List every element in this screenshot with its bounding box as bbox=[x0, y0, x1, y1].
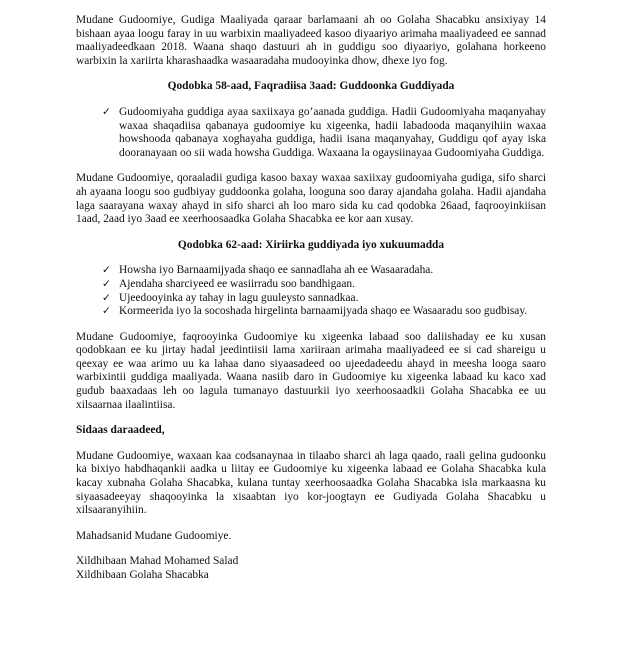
list-item bbox=[102, 292, 546, 306]
closing-line: Mahadsanid Mudane Gudoomiye. bbox=[76, 529, 232, 542]
list-item-text: Kormeerida iyo la socoshada hirgelinta barnaamijyada shaqo ee Wasaaradu soo gudbisay. bbox=[119, 305, 528, 318]
check-icon: ✓ bbox=[102, 264, 111, 277]
document-page bbox=[76, 14, 546, 583]
list-item bbox=[102, 278, 546, 292]
signature-name: Xildhibaan Mahad Mohamed Salad bbox=[76, 555, 239, 568]
paragraph-2: Mudane Gudoomiye, qoraaladii gudiga kasoo baxay waxaa saxiixay gudoomiyaha gudiga, sifo sharci ah ayaana loogu soo gudbiyay guddoonka golaha, looguna soo daray ajandaha golaha. Hadii ajandaha laga saarayana waxay ahayd in sifo sharci ah loo maro sida ku cad qodobka 26aad, faqrooyinkiisan 1aad, 2aad iyo 3aad ee xeerhoosaadka Golaha Shacabka ee kor aan xusay. bbox=[76, 172, 546, 226]
section-62-list bbox=[76, 264, 546, 318]
list-item bbox=[102, 106, 546, 160]
paragraph-3: Mudane Gudoomiye, faqrooyinka Gudoomiye ku xigeenka labaad soo daliishaday ee ku xusan qodobkaan ee ku jirtay hadal jeedintiisii lama xariiraan arimaha maaliyadeed ee si cad shareigu u qeexay ee waa arimo uu ka lahaa dano siyaasadeed oo ujeedadeedu ahayd in meesha looga saaro warbixintii guddiga maaliyada. Waana nasiib daro in Gudoomiye ku xigeenka labaad ku kaco xad gudub baaxadaas leh oo lagula tumanayo dastuurkii iyo xeerhoosaadkii Golaha Shacabka ee uu xilsaarnaa ilaalintiisa. bbox=[76, 330, 546, 411]
list-item-text: Ajendaha sharciyeed ee wasiirradu soo bandhigaan. bbox=[119, 277, 355, 290]
section-58-heading: Qodobka 58-aad, Faqradiisa 3aad: Guddoonka Guddiyada bbox=[167, 80, 455, 93]
list-item bbox=[102, 264, 546, 278]
check-icon: ✓ bbox=[102, 291, 111, 304]
check-icon: ✓ bbox=[102, 105, 111, 118]
signature-title: Xildhibaan Golaha Shacabka bbox=[76, 569, 209, 581]
section-62-heading: Qodobka 62-aad: Xiriirka guddiyada iyo xukuumadda bbox=[177, 238, 445, 251]
list-item-text: Ujeedooyinka ay tahay in lagu guuleysto sannadkaa. bbox=[119, 291, 359, 304]
intro-paragraph: Mudane Gudoomiye, Gudiga Maaliyada qaraar barlamaani ah oo Golaha Shacabku ansixiyay 14 bishaan ayaa loogu faray in uu warbixin maaliyadeed kasoo diyaariyo arimaha maaliyadeed ee sannad maaliyadeedkaan 2018. Waana shaqo dastuuri ah in guddigu soo diyaariyo, golahana horkeeno warbixin la xariirta kharashaadka wasaaradaha mudooyinka dhow, dhexe iyo fog. bbox=[76, 14, 546, 67]
section-58-list bbox=[76, 106, 546, 160]
check-icon: ✓ bbox=[102, 277, 111, 290]
check-icon: ✓ bbox=[102, 305, 111, 318]
conclusion-heading: Sidaas daraadeed, bbox=[76, 424, 165, 437]
list-item-text: Howsha iyo Barnaamijyada shaqo ee sannadlaha ah ee Wasaaradaha. bbox=[119, 264, 434, 277]
list-item-text: Gudoomiyaha guddiga ayaa saxiixaya go’aanada guddiga. Hadii Gudoomiyaha maqanyahay waxaa shaqadiisa qabanaya gudoomiye ku xigeenka, hadii labadooda maqanyihiin waxaa howshooda qabanaya xoghayaha guddiga, hadii isana maqanyahay, Guddigu qof ayay iska dooranayaan oo sii wada howsha Guddiga. Waxaana la ogaysiinayaa Gudoomiyaha Guddiga. bbox=[119, 105, 546, 159]
list-item bbox=[102, 305, 546, 319]
paragraph-4: Mudane Gudoomiye, waxaan kaa codsanaynaa in tilaabo sharci ah laga qaado, raali gelina gudoonku ka bixiyo habdhaqankii aadka u liitay ee Gudoomiye ku xigeenka labaad ee Golaha Shacabka kula kacay xubnaha Golaha Shacabka, kulana tuntay xeerhoosaadka Golaha Shacabka isla markaasna ku siyaasadeeyay shaqooyinka la xisaabtan iyo kor-joogtayn ee Gudiyada Golaha Shacabku u xilsaaranyihiin. bbox=[76, 449, 546, 517]
